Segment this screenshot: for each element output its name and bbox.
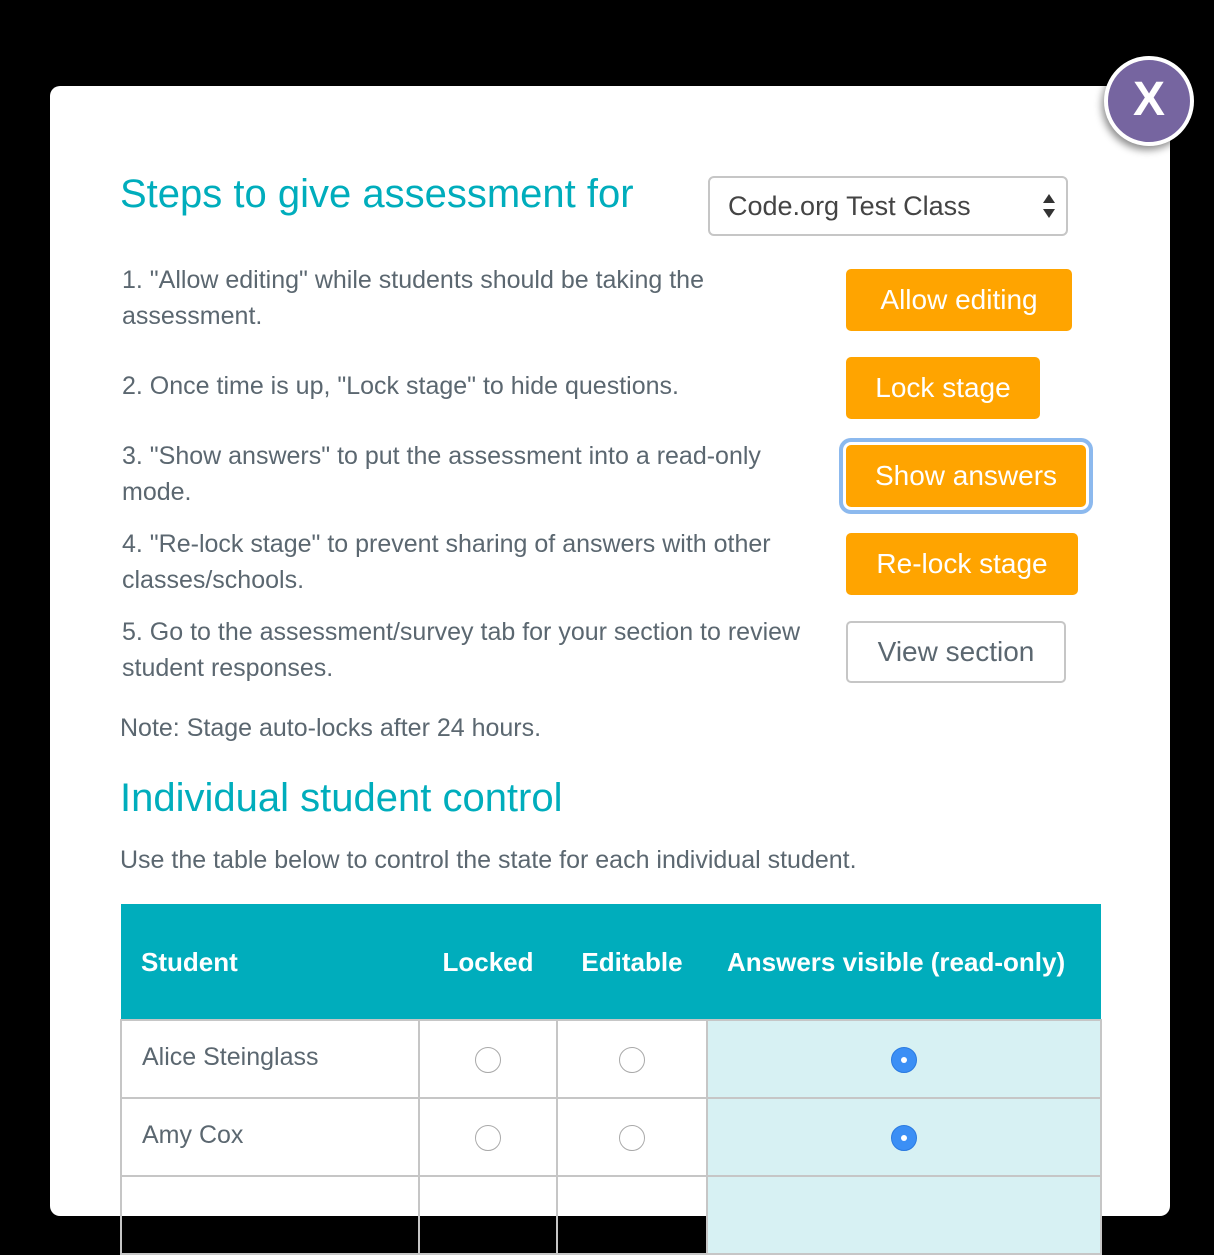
column-header-answers-visible: Answers visible (read-only) (707, 904, 1101, 1020)
locked-cell (419, 1020, 557, 1098)
section-select-value: Code.org Test Class (728, 191, 971, 221)
show-answers-button[interactable]: Show answers (846, 445, 1086, 507)
editable-cell (557, 1020, 707, 1098)
step-3-text: 3. "Show answers" to put the assessment into a read-only mode. (122, 442, 761, 506)
step-5-text: 5. Go to the assessment/survey tab for your section to review student responses. (122, 618, 801, 682)
editable-radio[interactable] (619, 1125, 645, 1151)
locked-cell (419, 1176, 557, 1254)
student-name: Alice Steinglass (121, 1020, 419, 1098)
assessment-heading: Steps to give assessment for (120, 172, 634, 216)
locked-radio[interactable] (475, 1125, 501, 1151)
step-2-text: 2. Once time is up, "Lock stage" to hide questions. (122, 372, 679, 400)
answers-visible-radio[interactable] (891, 1047, 917, 1073)
step-1-text: 1. "Allow editing" while students should be taking the assessment. (122, 266, 704, 330)
allow-editing-button[interactable]: Allow editing (846, 269, 1072, 331)
locked-radio[interactable] (475, 1047, 501, 1073)
select-arrows-icon (1042, 192, 1056, 220)
close-dialog-button[interactable]: X (1104, 56, 1194, 146)
table-header-row (121, 904, 1101, 1020)
editable-cell (557, 1098, 707, 1176)
column-header-student: Student (121, 904, 419, 1020)
relock-stage-button[interactable]: Re-lock stage (846, 533, 1078, 595)
individual-control-heading: Individual student control (120, 776, 563, 820)
editable-radio[interactable] (619, 1047, 645, 1073)
column-header-locked: Locked (419, 904, 557, 1020)
table-row (121, 1176, 1101, 1254)
lock-stage-button[interactable]: Lock stage (846, 357, 1040, 419)
column-header-editable: Editable (557, 904, 707, 1020)
table-row (121, 1020, 1101, 1098)
auto-lock-note: Note: Stage auto-locks after 24 hours. (120, 714, 542, 742)
student-state-table (120, 904, 1102, 1255)
answers-visible-cell (707, 1020, 1101, 1098)
section-select[interactable] (708, 176, 1068, 236)
student-name: Amy Cox (121, 1098, 419, 1176)
step-4-text: 4. "Re-lock stage" to prevent sharing of answers with other classes/schools. (122, 530, 771, 594)
answers-visible-cell (707, 1176, 1101, 1254)
answers-visible-cell (707, 1098, 1101, 1176)
individual-control-description: Use the table below to control the state for each individual student. (120, 846, 857, 874)
answers-visible-radio[interactable] (891, 1125, 917, 1151)
student-name (121, 1176, 419, 1254)
table-row (121, 1098, 1101, 1176)
locked-cell (419, 1098, 557, 1176)
view-section-button[interactable]: View section (846, 621, 1066, 683)
editable-cell (557, 1176, 707, 1254)
